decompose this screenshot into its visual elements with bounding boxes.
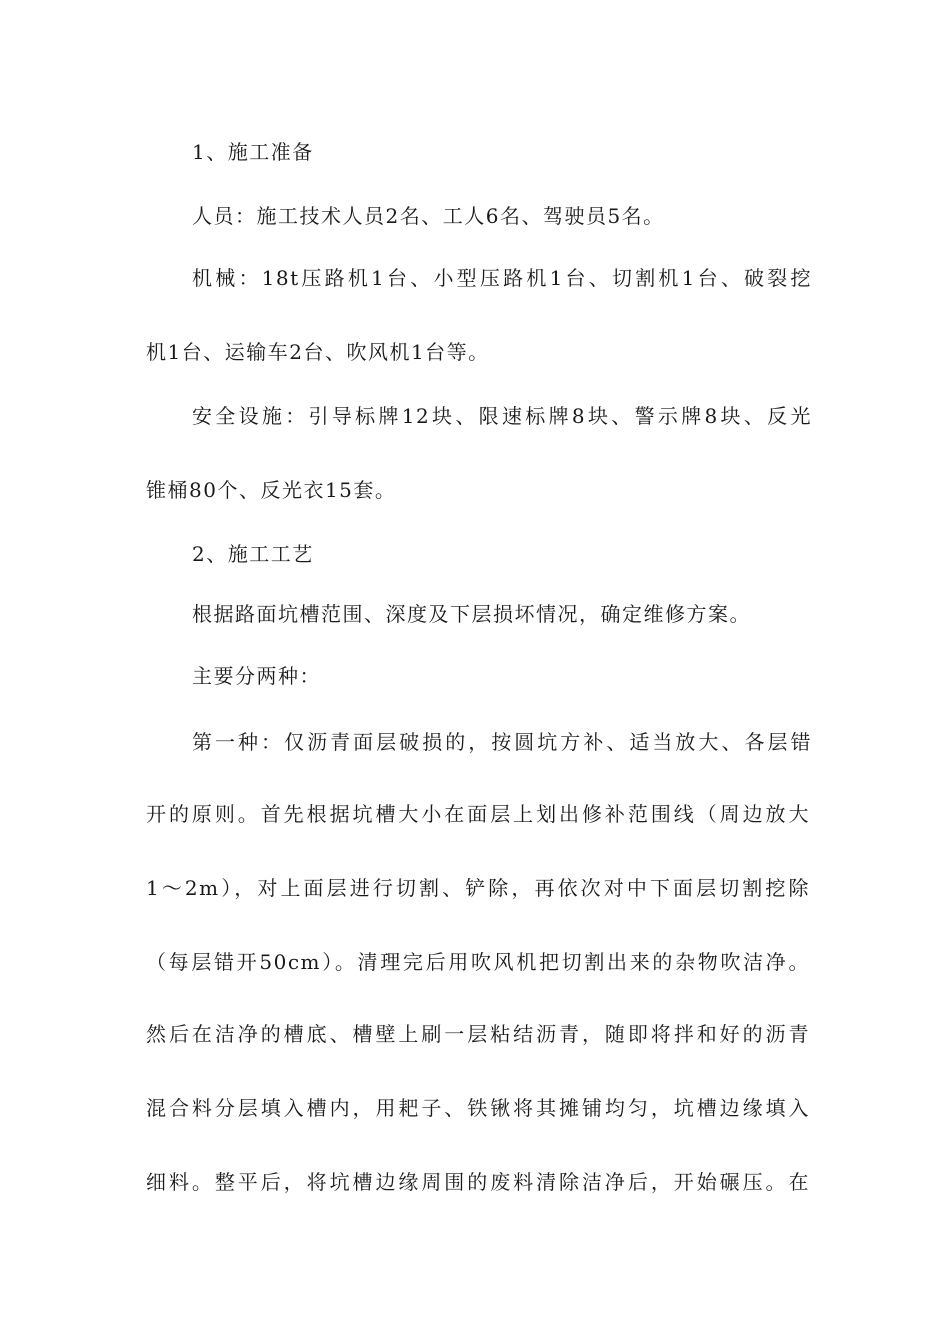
section-heading-process: 2、施工工艺 bbox=[192, 542, 314, 566]
paragraph-type-one-line-6: 混合料分层填入槽内，用耙子、铁锹将其摊铺均匀，坑槽边缘填入 bbox=[146, 1096, 810, 1120]
paragraph-type-one-line-5: 然后在洁净的槽底、槽壁上刷一层粘结沥青，随即将拌和好的沥青 bbox=[146, 1022, 810, 1046]
paragraph-type-one-line-7: 细料。整平后，将坑槽边缘周围的废料清除洁净后，开始碾压。在 bbox=[146, 1170, 810, 1194]
paragraph-two-types: 主要分两种： bbox=[192, 664, 321, 688]
paragraph-personnel: 人员：施工技术人员2名、工人6名、驾驶员5名。 bbox=[192, 204, 665, 228]
paragraph-machinery-line-1: 机械：18t压路机1台、小型压路机1台、切割机1台、破裂挖 bbox=[192, 266, 812, 290]
paragraph-safety-line-1: 安全设施：引导标牌12块、限速标牌8块、警示牌8块、反光 bbox=[192, 404, 812, 428]
paragraph-type-one-line-3: 1～2m），对上面层进行切割、铲除，再依次对中下面层切割挖除 bbox=[146, 876, 810, 900]
paragraph-type-one-line-4: （每层错开50cm）。清理完后用吹风机把切割出来的杂物吹洁净。 bbox=[146, 950, 810, 974]
section-heading-preparation: 1、施工准备 bbox=[192, 140, 314, 164]
paragraph-type-one-line-1: 第一种：仅沥青面层破损的，按圆坑方补、适当放大、各层错 bbox=[192, 730, 812, 754]
paragraph-safety-line-2: 锥桶80个、反光衣15套。 bbox=[146, 478, 397, 502]
paragraph-machinery-line-2: 机1台、运输车2台、吹风机1台等。 bbox=[146, 340, 490, 364]
paragraph-plan: 根据路面坑槽范围、深度及下层损坏情况，确定维修方案。 bbox=[192, 602, 751, 626]
paragraph-type-one-line-2: 开的原则。首先根据坑槽大小在面层上划出修补范围线（周边放大 bbox=[146, 802, 810, 826]
